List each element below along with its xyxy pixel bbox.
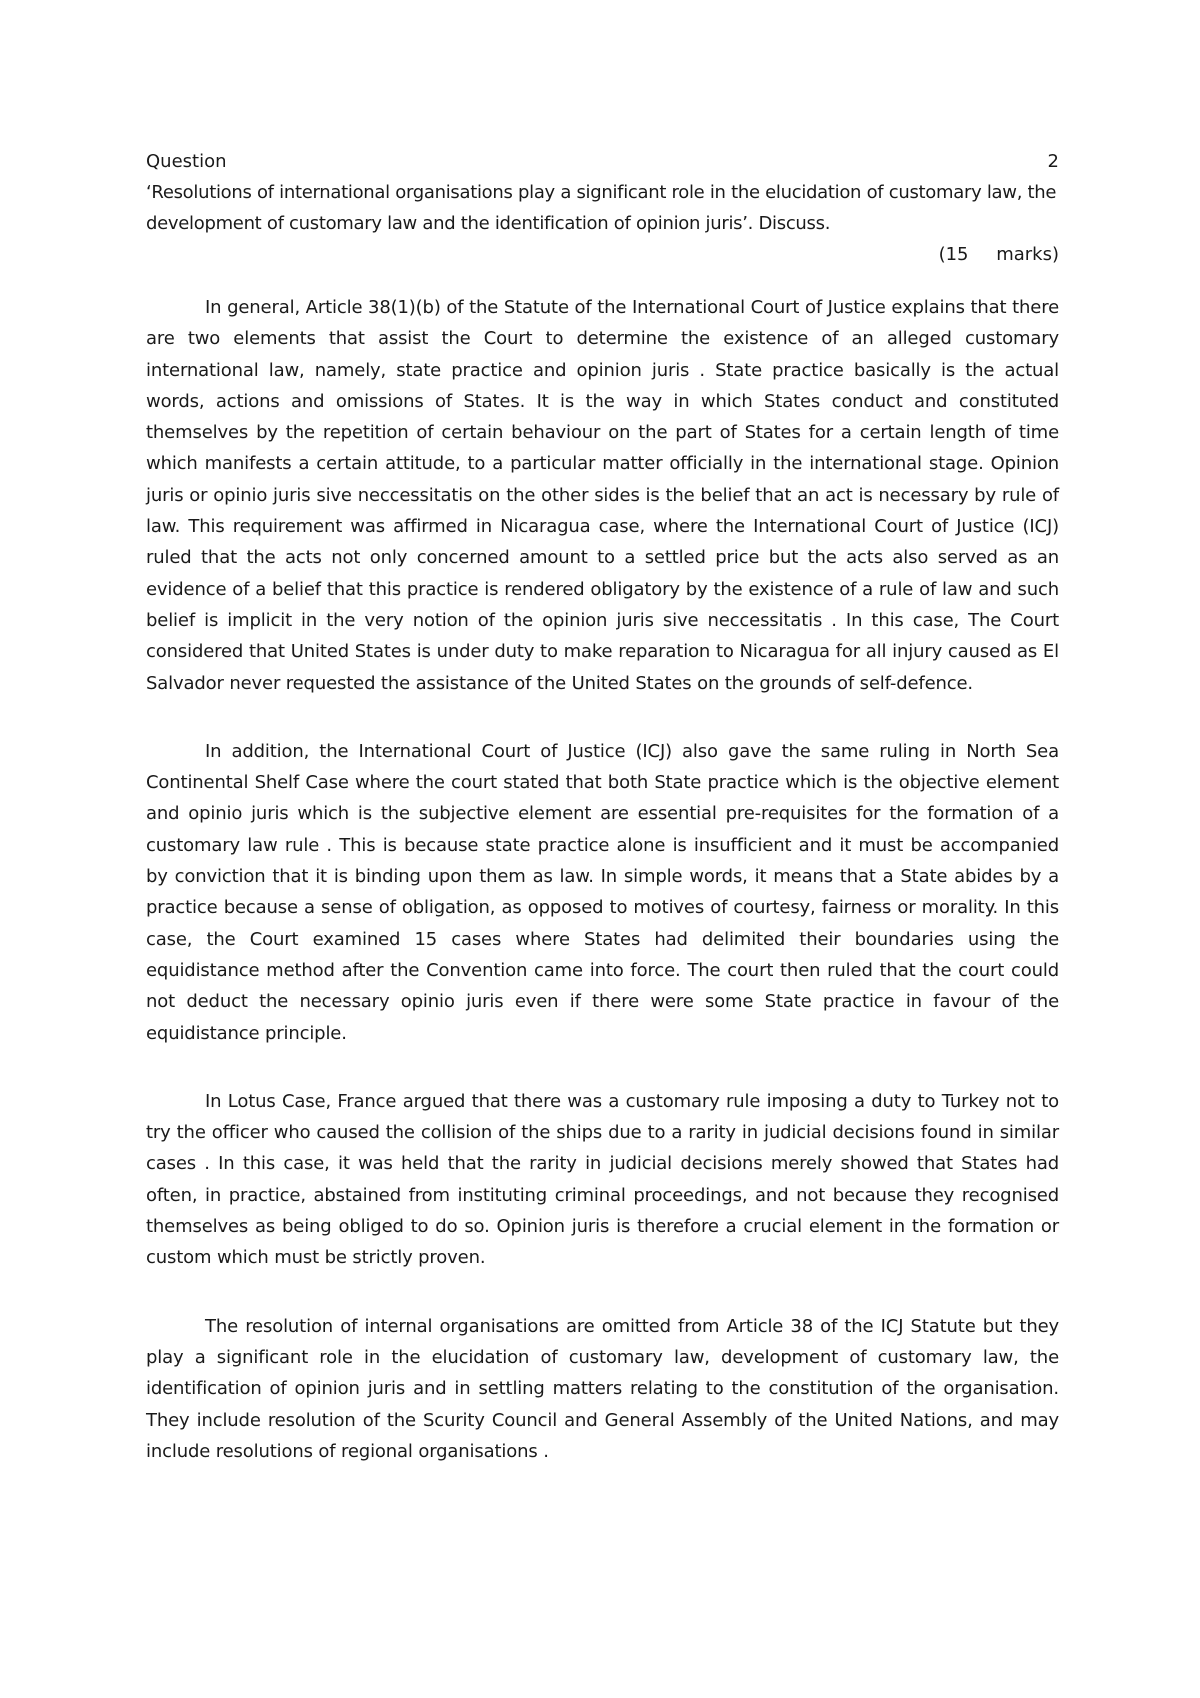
paragraph-3: In Lotus Case, France argued that there was a customary rule imposing a duty to Turkey not to try the officer who caused the collision of the ships due to a rarity in judicial decisions found in similar cases . In this case, it was held that the rarity in judicial decisions merely showed that States had often, in practice, abstained from instituting criminal proceedings, and not because they recognised themselves as being obliged to do so. Opinion juris is therefore a crucial element in the formation or custom which must be strictly proven. [146, 1090, 1059, 1269]
marks-allocation: (15 marks) [938, 244, 1059, 265]
question-prompt: ‘Resolutions of international organisations play a significant role in the elucidation of customary law, the development of customary law and the identification of opinion juris’. Discuss. [146, 182, 1057, 234]
paragraph-2: In addition, the International Court of Justice (ICJ) also gave the same ruling in North Sea Continental Shelf Case where the court stated that both State practice which is the objective element and opinio juris which is the subjective element are essential pre-requisites for the formation of a customary law rule . This is because state practice alone is insufficient and it must be accompanied by conviction that it is binding upon them as law. In simple words, it means that a State abides by a practice because a sense of obligation, as opposed to motives of courtesy, fairness or morality. In this case, the Court examined 15 cases where States had delimited their boundaries using the equidistance method after the Convention came into force. The court then ruled that the court could not deduct the necessary opinio juris even if there were some State practice in favour of the equidistance principle. [146, 740, 1059, 1044]
question-header [146, 146, 1059, 177]
paragraph-1: In general, Article 38(1)(b) of the Statute of the International Court of Justice explains that there are two elements that assist the Court to determine the existence of an alleged customary international law, namely, state practice and opinion juris . State practice basically is the actual words, actions and omissions of States. It is the way in which States conduct and constituted themselves by the repetition of certain behaviour on the part of States for a certain length of time which manifests a certain attitude, to a particular matter officially in the international stage. Opinion juris or opinio juris sive neccessitatis on the other sides is the belief that an act is necessary by rule of law. This requirement was affirmed in Nicaragua case, where the International Court of Justice (ICJ) ruled that the acts not only concerned amount to a settled price but the acts also served as an evidence of a belief that this practice is rendered obligatory by the existence of a rule of law and such belief is implicit in the very notion of the opinion juris sive neccessitatis . In this case, The Court considered that United States is under duty to make reparation to Nicaragua for all injury caused as El Salvador never requested the assistance of the United States on the grounds of self-defence. [146, 297, 1059, 694]
document-body [146, 146, 1059, 1467]
question-number: 2 [1047, 151, 1059, 172]
paragraph-4: The resolution of internal organisations are omitted from Article 38 of the ICJ Statute but they play a significant role in the elucidation of customary law, development of customary law, the identification of opinion juris and in settling matters relating to the constitution of the organisation. They include resolution of the Scurity Council and General Assembly of the United Nations, and may include resolutions of regional organisations . [146, 1315, 1059, 1462]
question-label: Question [146, 151, 227, 172]
